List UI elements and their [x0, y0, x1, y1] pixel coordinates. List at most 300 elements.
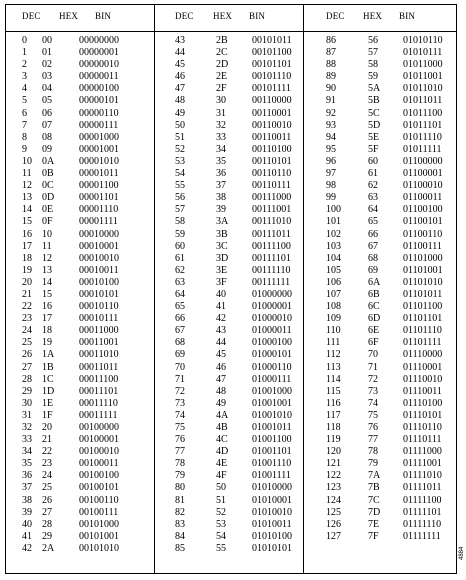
table-row: [6, 519, 154, 531]
cell-bin: 00100011: [79, 458, 119, 470]
cell-bin: 00111001: [252, 204, 292, 216]
table-row: [6, 289, 154, 301]
cell-hex: 08: [42, 131, 52, 143]
cell-hex: 67: [368, 240, 378, 252]
cell-bin: 01111000: [403, 446, 442, 458]
table-row: [6, 495, 154, 507]
table-row: [155, 180, 303, 192]
cell-hex: 57: [368, 47, 378, 59]
cell-hex: 10: [42, 228, 52, 240]
cell-bin: 01000010: [252, 313, 292, 325]
cell-bin: 01101101: [403, 313, 443, 325]
cell-bin: 01101111: [403, 337, 442, 349]
table-row: [6, 398, 154, 410]
cell-bin: 00101111: [252, 83, 291, 95]
cell-bin: 01111110: [403, 518, 442, 530]
cell-dec: 36: [22, 470, 32, 482]
table-row: [6, 132, 154, 144]
table-row: [155, 132, 303, 144]
cell-dec: 56: [175, 192, 185, 204]
cell-dec: 28: [22, 373, 32, 385]
cell-dec: 12: [22, 180, 32, 192]
cell-hex: 04: [42, 83, 52, 95]
cell-dec: 63: [175, 276, 185, 288]
table-row: [304, 422, 452, 434]
cell-dec: 48: [175, 95, 185, 107]
cell-hex: 19: [42, 337, 52, 349]
cell-bin: 01100110: [403, 228, 443, 240]
cell-dec: 40: [22, 518, 32, 530]
header-bin: BIN: [95, 11, 112, 21]
table-row: [155, 253, 303, 265]
cell-bin: 00011000: [79, 325, 119, 337]
cell-bin: 01001011: [252, 422, 292, 433]
table-row: [6, 180, 154, 192]
cell-hex: 79: [368, 458, 378, 470]
cell-hex: 53: [216, 518, 226, 530]
table-row: [155, 144, 303, 156]
cell-bin: 01011011: [403, 95, 443, 107]
cell-dec: 73: [175, 397, 185, 409]
cell-bin: 01000110: [252, 361, 292, 373]
table-row: [304, 132, 452, 144]
table-row: [6, 507, 154, 519]
table-row: [6, 422, 154, 434]
cell-bin: 01101000: [403, 252, 443, 264]
cell-bin: 01001000: [252, 385, 292, 397]
cell-dec: 72: [175, 385, 185, 397]
cell-hex: 7E: [368, 518, 380, 530]
cell-hex: 4F: [216, 470, 227, 482]
cell-bin: 01111010: [403, 470, 442, 482]
table-row: [304, 470, 452, 482]
table-row: [6, 156, 154, 168]
cell-hex: 5A: [368, 83, 381, 95]
table-row: [304, 144, 452, 156]
cell-dec: 33: [22, 434, 32, 446]
table-row: [155, 95, 303, 107]
cell-dec: 126: [326, 518, 341, 530]
cell-bin: 01011010: [403, 83, 443, 95]
table-row: [155, 325, 303, 337]
cell-dec: 8: [22, 131, 27, 143]
cell-hex: 65: [368, 216, 378, 228]
table-row: [304, 434, 452, 446]
rows-panel-3: [304, 35, 452, 543]
table-row: [6, 253, 154, 265]
cell-dec: 105: [326, 264, 341, 276]
cell-hex: 2B: [216, 35, 228, 46]
table-row: [155, 265, 303, 277]
table-row: [155, 71, 303, 83]
cell-hex: 6E: [368, 325, 380, 337]
cell-bin: 01100100: [403, 204, 443, 216]
table-row: [6, 325, 154, 337]
cell-bin: 00010000: [79, 228, 119, 240]
cell-dec: 76: [175, 434, 185, 446]
table-row: [304, 325, 452, 337]
table-panel-2: [155, 5, 303, 573]
cell-dec: 38: [22, 494, 32, 506]
cell-dec: 47: [175, 83, 185, 95]
cell-dec: 14: [22, 204, 32, 216]
cell-dec: 34: [22, 446, 32, 458]
cell-bin: 00000100: [79, 83, 119, 95]
cell-bin: 00111111: [252, 276, 291, 288]
table-row: [304, 507, 452, 519]
cell-bin: 01100001: [403, 168, 443, 180]
cell-bin: 01011101: [403, 119, 443, 131]
cell-bin: 00100101: [79, 482, 119, 494]
cell-bin: 00100000: [79, 422, 119, 433]
table-row: [304, 71, 452, 83]
cell-dec: 10: [22, 155, 32, 167]
table-row: [6, 446, 154, 458]
cell-bin: 00001111: [79, 216, 118, 228]
cell-dec: 120: [326, 446, 341, 458]
cell-bin: 00100010: [79, 446, 119, 458]
table-row: [155, 422, 303, 434]
table-row: [155, 120, 303, 132]
table-row: [6, 470, 154, 482]
cell-dec: 24: [22, 325, 32, 337]
cell-bin: 01110000: [403, 349, 443, 361]
cell-dec: 37: [22, 482, 32, 494]
cell-bin: 00101101: [252, 59, 292, 71]
cell-hex: 50: [216, 482, 226, 494]
table-row: [155, 495, 303, 507]
table-row: [155, 59, 303, 71]
table-row: [304, 301, 452, 313]
cell-hex: 61: [368, 168, 378, 180]
table-row: [304, 216, 452, 228]
header-dec: DEC: [326, 11, 345, 21]
cell-hex: 28: [42, 518, 52, 530]
table-row: [304, 265, 452, 277]
cell-hex: 0B: [42, 168, 54, 180]
cell-bin: 00000101: [79, 95, 119, 107]
cell-bin: 01000001: [252, 301, 292, 313]
cell-bin: 01101100: [403, 301, 443, 313]
cell-bin: 01010010: [252, 506, 292, 518]
table-row: [155, 47, 303, 59]
cell-dec: 77: [175, 446, 185, 458]
table-row: [6, 301, 154, 313]
table-row: [6, 434, 154, 446]
cell-dec: 3: [22, 71, 27, 83]
cell-bin: 01000011: [252, 325, 292, 337]
cell-hex: 35: [216, 155, 226, 167]
cell-dec: 110: [326, 325, 341, 337]
cell-hex: 14: [42, 276, 52, 288]
cell-bin: 00011101: [79, 385, 119, 397]
cell-bin: 00010001: [79, 240, 119, 252]
cell-bin: 00101100: [252, 47, 292, 59]
cell-dec: 51: [175, 131, 185, 143]
cell-hex: 11: [42, 240, 52, 252]
cell-dec: 43: [175, 35, 185, 46]
cell-dec: 83: [175, 518, 185, 530]
cell-hex: 4C: [216, 434, 228, 446]
cell-dec: 107: [326, 288, 341, 300]
cell-bin: 01110001: [403, 361, 443, 373]
cell-bin: 01011000: [403, 59, 443, 71]
cell-bin: 01111001: [403, 458, 442, 470]
cell-dec: 68: [175, 337, 185, 349]
header-dec: DEC: [22, 11, 41, 21]
table-row: [6, 204, 154, 216]
cell-hex: 09: [42, 143, 52, 155]
header-bin: BIN: [249, 11, 266, 21]
cell-hex: 4B: [216, 422, 228, 433]
cell-dec: 99: [326, 192, 336, 204]
cell-hex: 2A: [42, 542, 55, 554]
cell-hex: 03: [42, 71, 52, 83]
cell-dec: 20: [22, 276, 32, 288]
table-row: [6, 337, 154, 349]
cell-dec: 6: [22, 107, 27, 119]
cell-bin: 00101110: [252, 71, 292, 83]
table-row: [304, 192, 452, 204]
cell-hex: 33: [216, 131, 226, 143]
cell-bin: 01011001: [403, 71, 443, 83]
cell-hex: 38: [216, 192, 226, 204]
cell-hex: 0C: [42, 180, 54, 192]
cell-hex: 34: [216, 143, 226, 155]
cell-dec: 119: [326, 434, 341, 446]
cell-hex: 5F: [368, 143, 379, 155]
cell-bin: 00111110: [252, 264, 291, 276]
cell-hex: 22: [42, 446, 52, 458]
cell-bin: 01100111: [403, 240, 442, 252]
table-row: [6, 108, 154, 120]
table-row: [304, 446, 452, 458]
cell-hex: 30: [216, 95, 226, 107]
table-row: [6, 229, 154, 241]
table-row: [155, 204, 303, 216]
table-row: [6, 241, 154, 253]
table-row: [6, 277, 154, 289]
cell-dec: 15: [22, 216, 32, 228]
table-row: [6, 168, 154, 180]
cell-hex: 39: [216, 204, 226, 216]
cell-dec: 115: [326, 385, 341, 397]
cell-hex: 1B: [42, 361, 54, 373]
table-row: [6, 35, 154, 47]
cell-bin: 01011100: [403, 107, 443, 119]
cell-dec: 61: [175, 252, 185, 264]
cell-bin: 00110111: [252, 180, 291, 192]
cell-hex: 3A: [216, 216, 229, 228]
cell-dec: 85: [175, 542, 185, 554]
cell-bin: 01001010: [252, 409, 292, 421]
table-row: [155, 168, 303, 180]
table-row: [6, 83, 154, 95]
cell-dec: 75: [175, 422, 185, 433]
cell-hex: 73: [368, 385, 378, 397]
cell-hex: 52: [216, 506, 226, 518]
rows-panel-1: [6, 35, 154, 555]
cell-bin: 00101011: [252, 35, 292, 46]
cell-dec: 102: [326, 228, 341, 240]
cell-hex: 21: [42, 434, 52, 446]
cell-bin: 01001001: [252, 397, 292, 409]
cell-dec: 101: [326, 216, 341, 228]
cell-dec: 27: [22, 361, 32, 373]
table-row: [6, 59, 154, 71]
cell-hex: 47: [216, 373, 226, 385]
cell-hex: 12: [42, 252, 52, 264]
table-row: [304, 349, 452, 361]
cell-dec: 108: [326, 301, 341, 313]
cell-hex: 24: [42, 470, 52, 482]
cell-dec: 25: [22, 337, 32, 349]
cell-hex: 40: [216, 288, 226, 300]
cell-dec: 95: [326, 143, 336, 155]
cell-hex: 23: [42, 458, 52, 470]
cell-dec: 9: [22, 143, 27, 155]
cell-bin: 00110110: [252, 168, 292, 180]
header-dec: DEC: [175, 11, 194, 21]
table-row: [155, 349, 303, 361]
cell-bin: 01011110: [403, 131, 442, 143]
table-row: [155, 35, 303, 47]
table-row: [155, 374, 303, 386]
cell-bin: 00010101: [79, 288, 119, 300]
cell-hex: 07: [42, 119, 52, 131]
header-hex: HEX: [363, 11, 383, 21]
catalog-number: 4884: [459, 546, 465, 560]
cell-bin: 00000111: [79, 119, 119, 131]
cell-dec: 22: [22, 301, 32, 313]
cell-bin: 01111011: [403, 482, 442, 494]
cell-hex: 76: [368, 422, 378, 433]
cell-hex: 64: [368, 204, 378, 216]
table-row: [155, 156, 303, 168]
cell-dec: 88: [326, 59, 336, 71]
cell-dec: 16: [22, 228, 32, 240]
cell-hex: 13: [42, 264, 52, 276]
cell-hex: 25: [42, 482, 52, 494]
cell-hex: 58: [368, 59, 378, 71]
table-row: [155, 216, 303, 228]
rows-panel-2: [155, 35, 303, 555]
cell-bin: 01100000: [403, 155, 443, 167]
cell-bin: 01111100: [403, 494, 442, 506]
table-row: [155, 386, 303, 398]
table-row: [304, 47, 452, 59]
header-hex: HEX: [59, 11, 79, 21]
cell-dec: 106: [326, 276, 341, 288]
cell-dec: 58: [175, 216, 185, 228]
table-panel-1: [6, 5, 154, 573]
cell-bin: 01100101: [403, 216, 443, 228]
cell-dec: 127: [326, 530, 341, 542]
cell-bin: 00110101: [252, 155, 292, 167]
table-row: [155, 507, 303, 519]
cell-bin: 00001110: [79, 204, 119, 216]
table-row: [304, 83, 452, 95]
table-row: [304, 337, 452, 349]
table-row: [155, 446, 303, 458]
cell-hex: 1A: [42, 349, 55, 361]
cell-bin: 00011110: [79, 397, 118, 409]
cell-bin: 00001101: [79, 192, 119, 204]
cell-hex: 3B: [216, 228, 228, 240]
table-row: [6, 313, 154, 325]
cell-dec: 18: [22, 252, 32, 264]
table-row: [6, 95, 154, 107]
cell-dec: 116: [326, 397, 341, 409]
cell-bin: 01010011: [252, 518, 292, 530]
table-row: [304, 277, 452, 289]
cell-bin: 01000101: [252, 349, 292, 361]
cell-dec: 100: [326, 204, 341, 216]
table-row: [6, 349, 154, 361]
table-row: [6, 362, 154, 374]
cell-dec: 98: [326, 180, 336, 192]
cell-bin: 00010111: [79, 313, 119, 325]
cell-dec: 121: [326, 458, 341, 470]
cell-hex: 51: [216, 494, 226, 506]
cell-dec: 82: [175, 506, 185, 518]
cell-dec: 90: [326, 83, 336, 95]
table-row: [6, 71, 154, 83]
cell-hex: 01: [42, 47, 52, 59]
cell-hex: 4D: [216, 446, 229, 458]
cell-hex: 0E: [42, 204, 54, 216]
cell-dec: 89: [326, 71, 336, 83]
table-row: [304, 398, 452, 410]
cell-bin: 01001101: [252, 446, 292, 458]
cell-dec: 53: [175, 155, 185, 167]
cell-hex: 1F: [42, 409, 53, 421]
table-row: [304, 35, 452, 47]
cell-dec: 93: [326, 119, 336, 131]
cell-hex: 3E: [216, 264, 228, 276]
table-row: [304, 374, 452, 386]
cell-dec: 62: [175, 264, 185, 276]
cell-hex: 2E: [216, 71, 228, 83]
table-row: [304, 531, 452, 543]
cell-dec: 7: [22, 119, 27, 131]
cell-dec: 57: [175, 204, 185, 216]
cell-hex: 54: [216, 530, 226, 542]
cell-dec: 39: [22, 506, 32, 518]
cell-dec: 4: [22, 83, 27, 95]
table-row: [304, 519, 452, 531]
cell-hex: 70: [368, 349, 378, 361]
conversion-table: [5, 4, 457, 574]
header-hex: HEX: [213, 11, 233, 21]
cell-dec: 123: [326, 482, 341, 494]
cell-hex: 49: [216, 397, 226, 409]
table-row: [6, 543, 154, 555]
table-row: [304, 410, 452, 422]
cell-bin: 00110010: [252, 119, 292, 131]
table-row: [6, 482, 154, 494]
table-row: [304, 229, 452, 241]
cell-dec: 1: [22, 47, 27, 59]
cell-bin: 00110100: [252, 143, 292, 155]
cell-hex: 3C: [216, 240, 228, 252]
table-row: [304, 482, 452, 494]
cell-dec: 21: [22, 288, 32, 300]
cell-hex: 18: [42, 325, 52, 337]
cell-hex: 56: [368, 35, 378, 46]
cell-hex: 55: [216, 542, 226, 554]
cell-bin: 01000100: [252, 337, 292, 349]
